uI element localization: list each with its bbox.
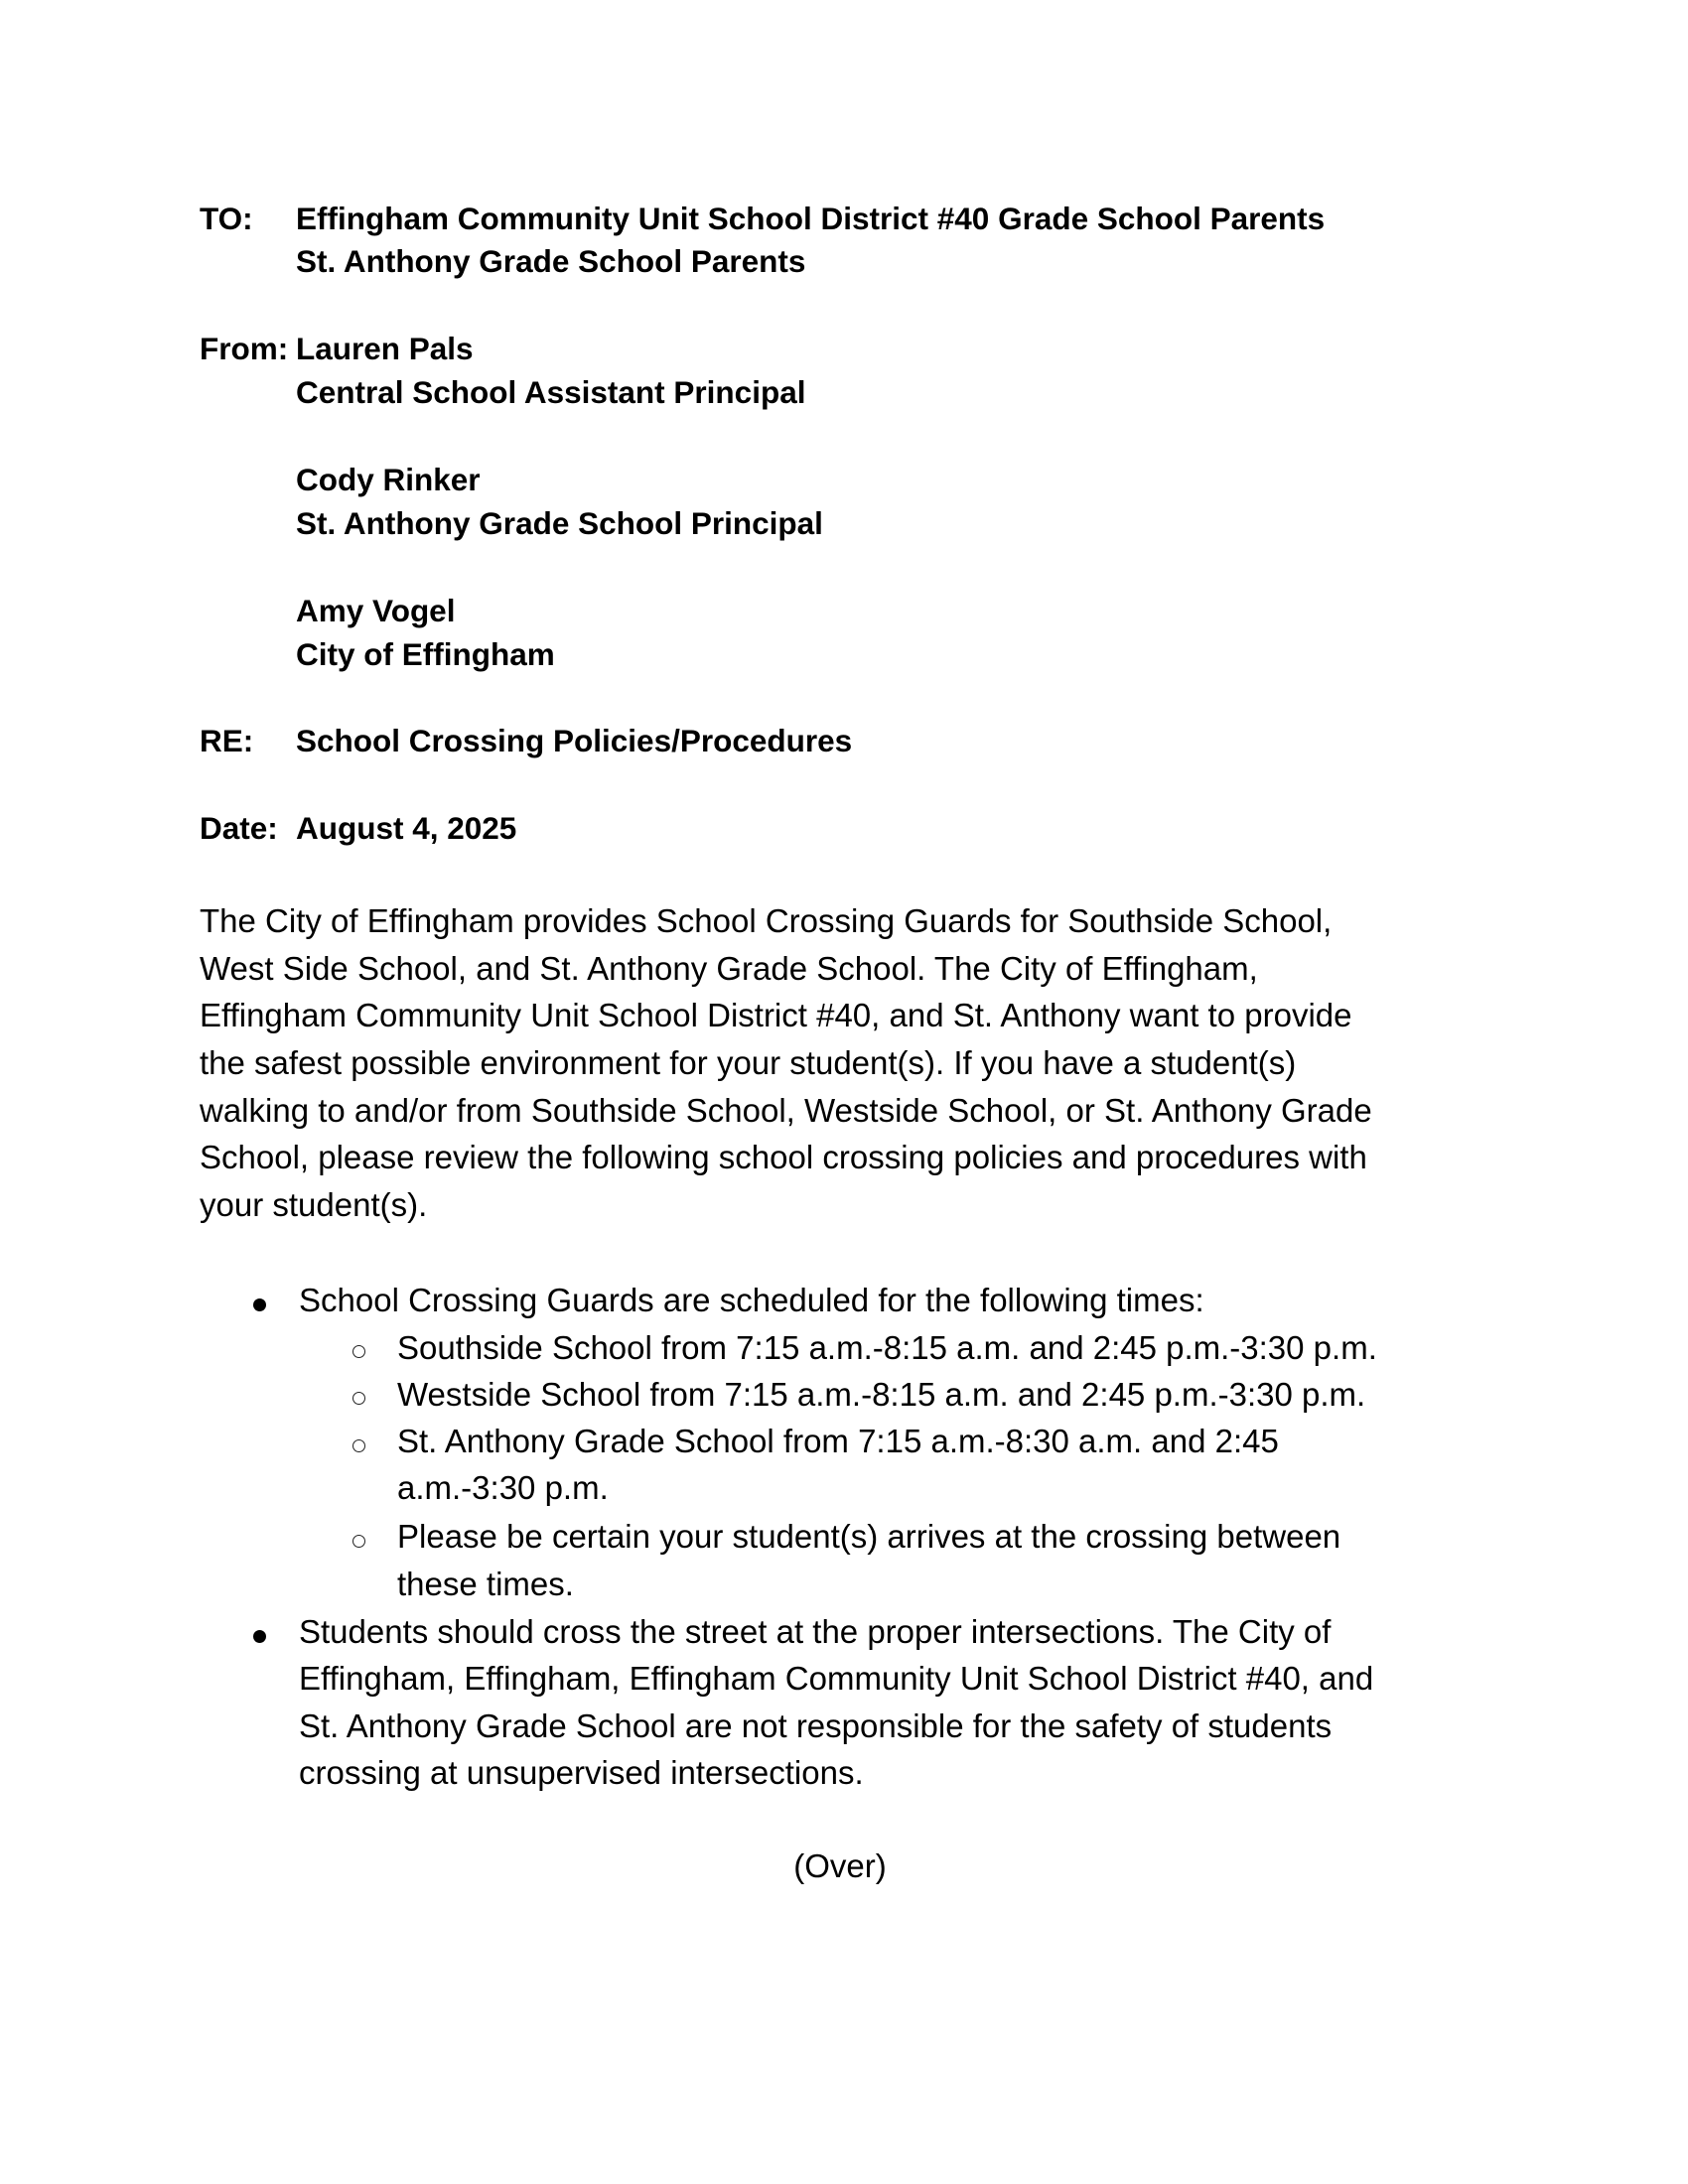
paragraph-line: School, please review the following school crossing policies and procedures with bbox=[200, 1139, 1367, 1175]
hollow-bullet-icon bbox=[352, 1392, 365, 1405]
paragraph-line: walking to and/or from Southside School, Westside School, or St. Anthony Grade bbox=[200, 1092, 1372, 1129]
sender-name: Cody Rinker bbox=[296, 462, 481, 497]
bullet-icon bbox=[253, 1630, 266, 1643]
list-item-text: Students should cross the street at the proper intersections. The City of bbox=[299, 1613, 1332, 1650]
subject: School Crossing Policies/Procedures bbox=[296, 723, 853, 758]
sub-list-item-text: Please be certain your student(s) arrives at the crossing between bbox=[397, 1518, 1341, 1555]
sender-title: City of Effingham bbox=[296, 636, 555, 672]
hollow-bullet-icon bbox=[352, 1535, 365, 1548]
sender-name: Amy Vogel bbox=[296, 593, 456, 628]
to-recipient: Effingham Community Unit School District #40 Grade School Parents bbox=[296, 201, 1326, 236]
re-label: RE: bbox=[200, 723, 254, 758]
date-label: Date: bbox=[200, 810, 278, 846]
sender-title: Central School Assistant Principal bbox=[296, 374, 806, 410]
bullet-icon bbox=[253, 1298, 266, 1311]
sub-list-item-text: St. Anthony Grade School from 7:15 a.m.-8:30 a.m. and 2:45 bbox=[397, 1423, 1279, 1459]
sub-list-item-text: these times. bbox=[397, 1566, 574, 1602]
to-recipient: St. Anthony Grade School Parents bbox=[296, 243, 806, 279]
paragraph-line: your student(s). bbox=[200, 1186, 428, 1223]
sub-list-item-text: a.m.-3:30 p.m. bbox=[397, 1469, 609, 1506]
paragraph-line: the safest possible environment for your student(s). If you have a student(s) bbox=[200, 1044, 1297, 1081]
from-label: From: bbox=[200, 331, 289, 366]
hollow-bullet-icon bbox=[352, 1345, 365, 1358]
paragraph-line: The City of Effingham provides School Crossing Guards for Southside School, bbox=[200, 902, 1333, 939]
sender-title: St. Anthony Grade School Principal bbox=[296, 505, 823, 541]
hollow-bullet-icon bbox=[352, 1439, 365, 1452]
list-item-text: School Crossing Guards are scheduled for the following times: bbox=[299, 1282, 1204, 1318]
paragraph-line: West Side School, and St. Anthony Grade School. The City of Effingham, bbox=[200, 950, 1258, 987]
paragraph-line: Effingham Community Unit School District #40, and St. Anthony want to provide bbox=[200, 997, 1352, 1033]
sub-list-item-text: Westside School from 7:15 a.m.-8:15 a.m. and 2:45 p.m.-3:30 p.m. bbox=[397, 1376, 1366, 1413]
list-item-text: St. Anthony Grade School are not responsible for the safety of students bbox=[299, 1707, 1333, 1744]
page-continuation-note: (Over) bbox=[793, 1847, 887, 1884]
sender-name: Lauren Pals bbox=[296, 331, 474, 366]
date-value: August 4, 2025 bbox=[296, 810, 517, 846]
sub-list-item-text: Southside School from 7:15 a.m.-8:15 a.m. and 2:45 p.m.-3:30 p.m. bbox=[397, 1329, 1377, 1366]
list-item-text: crossing at unsupervised intersections. bbox=[299, 1754, 864, 1791]
to-label: TO: bbox=[200, 201, 253, 236]
list-item-text: Effingham, Effingham, Effingham Community Unit School District #40, and bbox=[299, 1660, 1374, 1697]
